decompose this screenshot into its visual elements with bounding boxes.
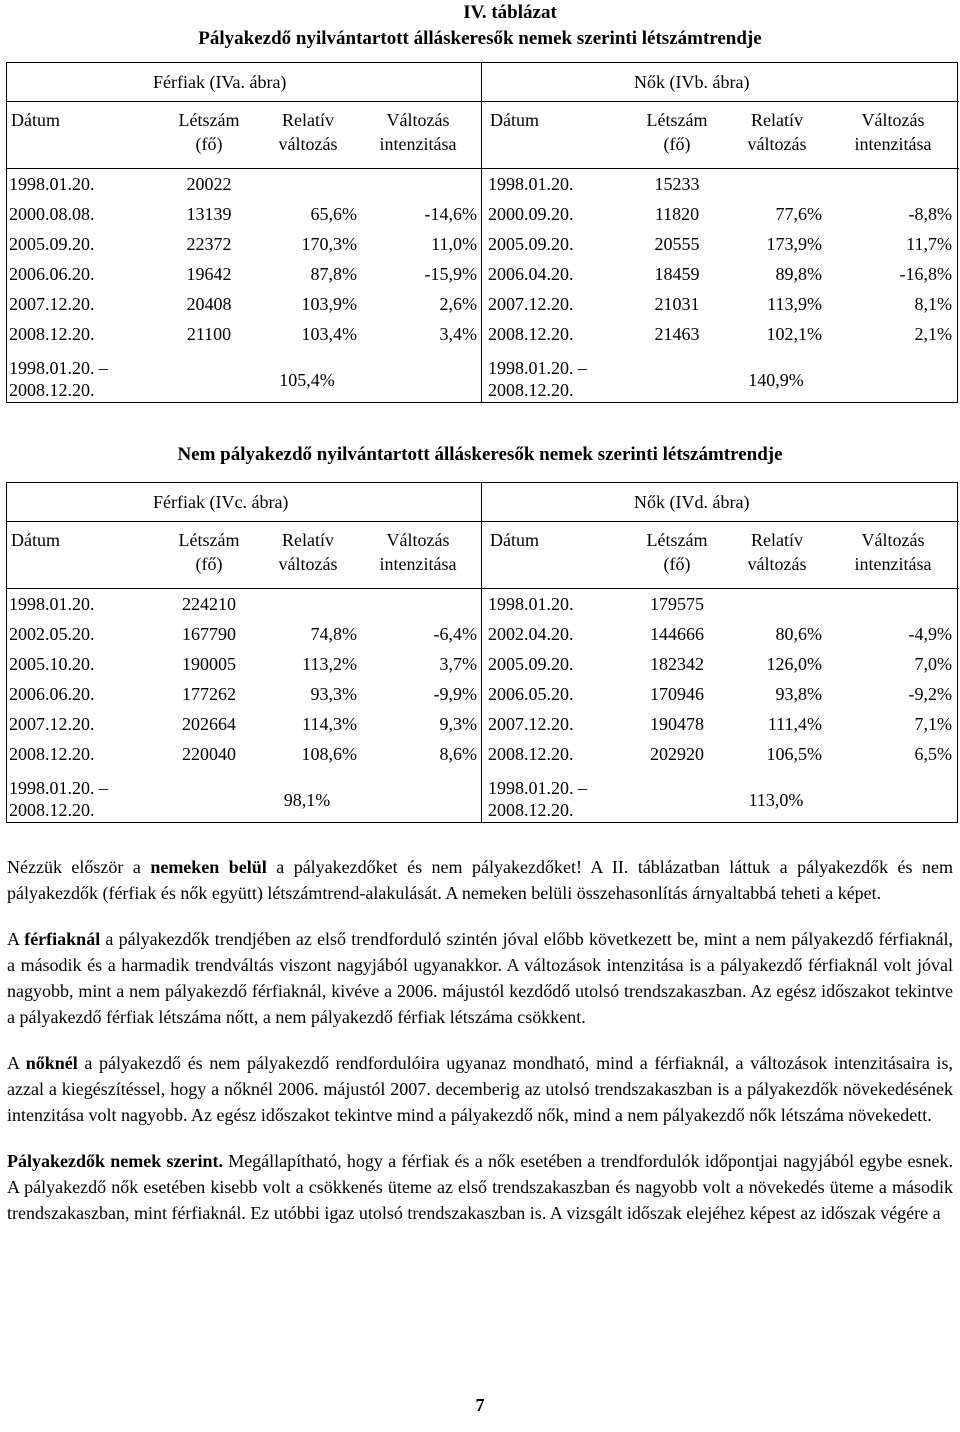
paragraph: Nézzük először a nemeken belül a pályakezdőket és nem pályakezdőket! A II. táblázatban láttuk a pályakezdők és nem pályakezdők (férfiak és nők együtt) létszámtrend-alakulását. A nemeken belüli összehasonlítás árnyaltabbá teheti a képet. bbox=[7, 857, 953, 903]
period-start: 1998.01.20. – bbox=[488, 778, 587, 798]
cell-date: 2006.04.20. bbox=[488, 264, 574, 284]
table-row bbox=[7, 319, 481, 349]
group-label: Nők (IVb. ábra) bbox=[634, 72, 750, 92]
cell-date: 2005.09.20. bbox=[488, 654, 574, 674]
cell-relative bbox=[732, 589, 822, 619]
group-label: Nők (IVd. ábra) bbox=[634, 492, 750, 512]
cell-date: 2008.12.20. bbox=[488, 324, 574, 344]
cell-count: 202664 bbox=[182, 714, 236, 734]
cell-date: 2002.05.20. bbox=[9, 624, 95, 644]
cell-count: 220040 bbox=[182, 744, 236, 764]
header-relative-line2: változás bbox=[278, 554, 338, 574]
cell-relative: 106,5% bbox=[766, 744, 822, 764]
table-row bbox=[7, 169, 481, 199]
cell-count: 224210 bbox=[182, 594, 236, 614]
cell-date: 2000.08.08. bbox=[9, 204, 95, 224]
cell-count: 177262 bbox=[182, 684, 236, 704]
cell-date: 1998.01.20. bbox=[488, 174, 574, 194]
table-row bbox=[7, 739, 481, 769]
cell-relative: 102,1% bbox=[766, 324, 822, 344]
header-date-line1: Dátum bbox=[11, 110, 60, 130]
table-row bbox=[482, 289, 959, 319]
cell-count: 13139 bbox=[186, 204, 232, 224]
cell-date: 2008.12.20. bbox=[9, 324, 95, 344]
header-date-line1: Dátum bbox=[490, 110, 539, 130]
group-label: Férfiak (IVc. ábra) bbox=[153, 492, 289, 512]
header-intensity-line1: Változás bbox=[386, 110, 450, 130]
header-count bbox=[149, 522, 269, 588]
cell-count: 190478 bbox=[650, 714, 704, 734]
header-intensity bbox=[359, 522, 477, 588]
cell-date: 2002.04.20. bbox=[488, 624, 574, 644]
table-row bbox=[7, 259, 481, 289]
cell-intensity: -14,6% bbox=[424, 204, 477, 224]
cell-relative: 80,6% bbox=[775, 624, 822, 644]
header-intensity bbox=[359, 102, 477, 168]
paragraph: A férfiaknál a pályakezdők trendjében az első trendforduló szintén jóval előbb következett be, mint a nem pályakezdő férfiaknál, a második és a harmadik trendváltás viszont nagyjából ugyanakkor. A változások intenzitása is a pályakezdő férfiaknál volt jóval nagyobb, mint a nem pályakezdő férfiaknál, kivéve a 2006. májustól kezdődő utolsó trendszakaszban. Az egész időszakot tekintve a pályakezdő férfiak létszáma nőtt, a nem pályakezdő férfiak létszáma csökkent. bbox=[7, 929, 953, 1027]
cell-intensity: 7,1% bbox=[914, 714, 952, 734]
table-row bbox=[482, 709, 959, 739]
header-count bbox=[612, 522, 742, 588]
cell-intensity: 11,7% bbox=[906, 234, 952, 254]
cell-count: 11820 bbox=[654, 204, 700, 224]
table-row bbox=[7, 709, 481, 739]
table-row bbox=[482, 589, 959, 619]
header-relative bbox=[732, 522, 822, 588]
table-number: IV. táblázat bbox=[463, 2, 557, 23]
header-date-line1: Dátum bbox=[11, 530, 60, 550]
cell-count: 170946 bbox=[650, 684, 704, 704]
header-count bbox=[149, 102, 269, 168]
cell-relative: 111,4% bbox=[767, 714, 822, 734]
cell-date: 2008.12.20. bbox=[9, 744, 95, 764]
header-count-line2: (fő) bbox=[663, 134, 691, 154]
cell-period bbox=[488, 351, 618, 409]
cell-relative bbox=[732, 169, 822, 199]
table-row bbox=[7, 589, 481, 619]
cell-count: 182342 bbox=[650, 654, 704, 674]
cell-relative: 93,8% bbox=[775, 684, 822, 704]
header-relative-line2: változás bbox=[747, 134, 807, 154]
cell-relative bbox=[259, 589, 357, 619]
cell-date: 2007.12.20. bbox=[9, 294, 95, 314]
cell-intensity: 3,7% bbox=[439, 654, 477, 674]
table-row bbox=[7, 649, 481, 679]
header-relative-line1: Relatív bbox=[282, 110, 334, 130]
header-date bbox=[488, 102, 608, 168]
table-half-nok bbox=[481, 63, 959, 402]
cell-intensity: 6,5% bbox=[914, 744, 952, 764]
period-start: 1998.01.20. – bbox=[9, 778, 108, 798]
cell-date: 2006.05.20. bbox=[488, 684, 574, 704]
cell-intensity: 9,3% bbox=[439, 714, 477, 734]
table-row bbox=[7, 199, 481, 229]
header-relative-line2: változás bbox=[747, 554, 807, 574]
cell-relative: 74,8% bbox=[310, 624, 357, 644]
cell-date: 1998.01.20. bbox=[488, 594, 574, 614]
table-row bbox=[7, 289, 481, 319]
cell-intensity: -8,8% bbox=[908, 204, 952, 224]
table-row bbox=[7, 229, 481, 259]
cell-intensity: -9,2% bbox=[908, 684, 952, 704]
cell-intensity bbox=[359, 589, 477, 619]
total-row bbox=[482, 771, 959, 829]
cell-count: 179575 bbox=[650, 594, 704, 614]
header-date bbox=[488, 522, 608, 588]
cell-count: 202920 bbox=[650, 744, 704, 764]
cell-relative: 113,9% bbox=[767, 294, 822, 314]
cell-intensity: 7,0% bbox=[914, 654, 952, 674]
table-palyakezdo bbox=[6, 62, 958, 403]
cell-total-relative: 140,9% bbox=[748, 370, 804, 390]
cell-date: 2005.09.20. bbox=[488, 234, 574, 254]
table-nem-palyakezdo bbox=[6, 482, 958, 823]
table-row bbox=[482, 649, 959, 679]
table-row bbox=[482, 229, 959, 259]
cell-date: 2000.09.20. bbox=[488, 204, 574, 224]
cell-relative: 77,6% bbox=[775, 204, 822, 224]
cell-count: 19642 bbox=[186, 264, 232, 284]
header-relative-line1: Relatív bbox=[282, 530, 334, 550]
header-intensity bbox=[834, 102, 952, 168]
cell-period bbox=[9, 351, 159, 409]
header-intensity-line1: Változás bbox=[861, 110, 925, 130]
table-row bbox=[482, 679, 959, 709]
table-row bbox=[482, 319, 959, 349]
cell-intensity: -4,9% bbox=[908, 624, 952, 644]
cell-relative: 87,8% bbox=[310, 264, 357, 284]
cell-count: 21031 bbox=[654, 294, 700, 314]
cell-date: 2008.12.20. bbox=[488, 744, 574, 764]
header-intensity-line1: Változás bbox=[386, 530, 450, 550]
table-row bbox=[7, 619, 481, 649]
cell-count: 21100 bbox=[186, 324, 232, 344]
table-half-ferfiak bbox=[7, 63, 481, 402]
header-relative bbox=[732, 102, 822, 168]
table-row bbox=[482, 259, 959, 289]
period-start: 1998.01.20. – bbox=[488, 358, 587, 378]
cell-date: 2005.09.20. bbox=[9, 234, 95, 254]
cell-relative: 126,0% bbox=[766, 654, 822, 674]
cell-count: 190005 bbox=[182, 654, 236, 674]
cell-intensity: 11,0% bbox=[431, 234, 477, 254]
section-title: Nem pályakezdő nyilvántartott álláskeresők nemek szerinti létszámtrendje bbox=[177, 444, 783, 465]
cell-total-relative: 113,0% bbox=[748, 790, 804, 810]
cell-relative: 108,6% bbox=[301, 744, 357, 764]
cell-date: 1998.01.20. bbox=[9, 594, 95, 614]
total-row bbox=[7, 351, 481, 409]
header-intensity-line1: Változás bbox=[861, 530, 925, 550]
header-count-line1: Létszám bbox=[178, 110, 240, 130]
cell-date: 2005.10.20. bbox=[9, 654, 95, 674]
header-relative-line1: Relatív bbox=[751, 530, 803, 550]
table-row bbox=[7, 679, 481, 709]
header-date bbox=[9, 522, 149, 588]
header-relative-line1: Relatív bbox=[751, 110, 803, 130]
cell-intensity bbox=[834, 169, 952, 199]
header-intensity-line2: intenzitása bbox=[854, 134, 932, 154]
header-count-line1: Létszám bbox=[646, 530, 708, 550]
cell-count: 15233 bbox=[654, 174, 700, 194]
period-end: 2008.12.20. bbox=[488, 380, 574, 400]
cell-relative: 113,2% bbox=[302, 654, 357, 674]
header-relative-line2: változás bbox=[278, 134, 338, 154]
cell-relative: 65,6% bbox=[310, 204, 357, 224]
total-row bbox=[482, 351, 959, 409]
cell-intensity: 3,4% bbox=[439, 324, 477, 344]
table-half-ferfiak bbox=[7, 483, 481, 822]
table-row bbox=[482, 199, 959, 229]
cell-count: 144666 bbox=[650, 624, 704, 644]
cell-intensity: 2,1% bbox=[914, 324, 952, 344]
header-row bbox=[482, 521, 959, 589]
period-end: 2008.12.20. bbox=[9, 800, 95, 820]
header-count-line1: Létszám bbox=[178, 530, 240, 550]
cell-intensity bbox=[359, 169, 477, 199]
header-intensity-line2: intenzitása bbox=[379, 134, 457, 154]
cell-period bbox=[9, 771, 159, 829]
cell-date: 2007.12.20. bbox=[9, 714, 95, 734]
cell-date: 2006.06.20. bbox=[9, 684, 95, 704]
header-count bbox=[612, 102, 742, 168]
cell-count: 21463 bbox=[654, 324, 700, 344]
header-date-line1: Dátum bbox=[490, 530, 539, 550]
header-count-line2: (fő) bbox=[195, 134, 223, 154]
header-row bbox=[7, 101, 481, 169]
header-row bbox=[7, 521, 481, 589]
document-title bbox=[0, 0, 960, 52]
cell-intensity: -9,9% bbox=[433, 684, 477, 704]
header-intensity bbox=[834, 522, 952, 588]
body-text bbox=[7, 854, 953, 1246]
cell-relative: 103,9% bbox=[301, 294, 357, 314]
header-date bbox=[9, 102, 149, 168]
cell-count: 22372 bbox=[186, 234, 232, 254]
cell-date: 2007.12.20. bbox=[488, 714, 574, 734]
cell-relative bbox=[259, 169, 357, 199]
header-row bbox=[482, 101, 959, 169]
cell-intensity: 8,6% bbox=[439, 744, 477, 764]
cell-intensity: 8,1% bbox=[914, 294, 952, 314]
cell-period bbox=[488, 771, 618, 829]
table-title: Pályakezdő nyilvántartott álláskeresők nemek szerinti létszámtrendje bbox=[198, 28, 762, 49]
header-count-line1: Létszám bbox=[646, 110, 708, 130]
cell-relative: 89,8% bbox=[775, 264, 822, 284]
cell-count: 167790 bbox=[182, 624, 236, 644]
cell-relative: 103,4% bbox=[301, 324, 357, 344]
header-intensity-line2: intenzitása bbox=[379, 554, 457, 574]
paragraph: A nőknél a pályakezdő és nem pályakezdő rendfordulóira ugyanaz mondható, mind a férfiaknál, a változások intenzitásaira is, azzal a kiegészítéssel, hogy a nőknél 2006. májustól 2007. decemberig az utolsó trendszakaszban is a pályakezdők növekedésének intenzitása volt nagyobb. Az egész időszakot tekintve mind a pályakezdő nők, mind a nem pályakezdő nők létszáma növekedett. bbox=[7, 1053, 953, 1125]
cell-total-relative: 105,4% bbox=[279, 370, 335, 390]
cell-intensity: 2,6% bbox=[439, 294, 477, 314]
cell-count: 20555 bbox=[654, 234, 700, 254]
header-intensity-line2: intenzitása bbox=[854, 554, 932, 574]
table-row bbox=[482, 169, 959, 199]
period-start: 1998.01.20. – bbox=[9, 358, 108, 378]
header-count-line2: (fő) bbox=[195, 554, 223, 574]
cell-intensity: -6,4% bbox=[433, 624, 477, 644]
cell-intensity bbox=[834, 589, 952, 619]
cell-date: 2007.12.20. bbox=[488, 294, 574, 314]
cell-relative: 173,9% bbox=[766, 234, 822, 254]
header-count-line2: (fő) bbox=[663, 554, 691, 574]
cell-date: 2006.06.20. bbox=[9, 264, 95, 284]
paragraph: Pályakezdők nemek szerint. Megállapítható, hogy a férfiak és a nők esetében a trendfordulók időpontjai nagyjából egybe esnek. A pályakezdő nők esetében kisebb volt a csökkenés üteme az első trendszakaszban és nagyobb volt a növekedés üteme a második trendszakaszban, mint férfiaknál. Ez utóbbi igaz utolsó trendszakaszban is. A vizsgált időszak elejéhez képest az időszak végére a bbox=[7, 1151, 953, 1223]
header-relative bbox=[259, 102, 357, 168]
cell-count: 20022 bbox=[186, 174, 232, 194]
cell-intensity: -16,8% bbox=[899, 264, 952, 284]
total-row bbox=[7, 771, 481, 829]
period-end: 2008.12.20. bbox=[488, 800, 574, 820]
cell-relative: 114,3% bbox=[302, 714, 357, 734]
cell-relative: 93,3% bbox=[310, 684, 357, 704]
period-end: 2008.12.20. bbox=[9, 380, 95, 400]
page-number: 7 bbox=[475, 1395, 485, 1415]
cell-count: 20408 bbox=[186, 294, 232, 314]
header-relative bbox=[259, 522, 357, 588]
cell-intensity: -15,9% bbox=[424, 264, 477, 284]
cell-total-relative: 98,1% bbox=[283, 790, 331, 810]
group-label: Férfiak (IVa. ábra) bbox=[153, 72, 287, 92]
cell-relative: 170,3% bbox=[301, 234, 357, 254]
table-row bbox=[482, 619, 959, 649]
cell-date: 1998.01.20. bbox=[9, 174, 95, 194]
table-row bbox=[482, 739, 959, 769]
cell-count: 18459 bbox=[654, 264, 700, 284]
table-half-nok bbox=[481, 483, 959, 822]
